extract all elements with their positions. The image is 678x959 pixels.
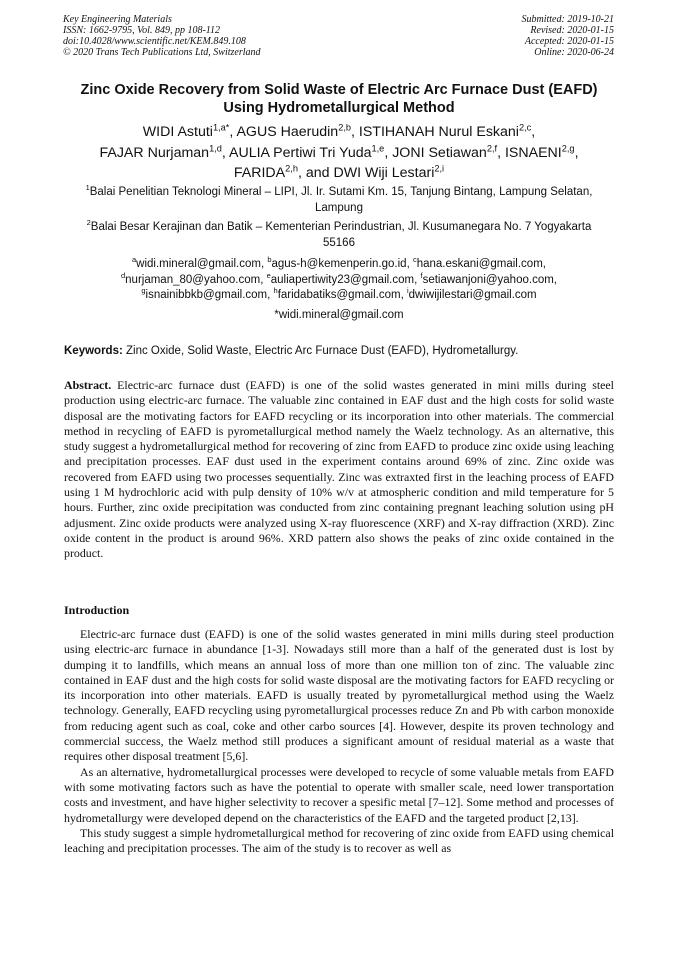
corresponding-email[interactable]: *widi.mineral@gmail.com xyxy=(274,309,404,321)
journal-issn: ISSN: 1662-9795, Vol. 849, pp 108-112 xyxy=(63,25,221,36)
section-heading-introduction: Introduction xyxy=(64,603,130,617)
submission-dates xyxy=(522,14,615,58)
paragraph: As an alternative, hydrometallurgical processes were developed to recycle of some valuable metals from EAFD with some motivating factors such as have the potential to operate with smaller scale, need lower transportation costs and investment, and have higher selectivity to recover a spesific metal [7–12]. Some method and processes of hydrometallurgy were developed depend on the characteristics of the EAFD and the targeted product [2,13]. xyxy=(64,764,614,825)
email[interactable]: $^f$setiawanjoni@yahoo.com xyxy=(420,270,554,286)
abstract-text: Electric-arc furnace dust (EAFD) is one of the solid wastes generated in mini mills during steel production using electric-arc furnace. The valuable zinc contained in EAF dust and the high costs for solid waste disposal are the motivating factors for EAFD recycling or its incorporation into other materials. The commercial method in recycling of EAFD is pyrometallurgical method namely the Waelz technology. As an alternative, this study suggest a hydrometallurgical method for recovering of zinc from EAFD to produce zinc oxide using leaching and precipitation processes. EAF dust used in the experiment contains around 69% of zinc. Zinc oxide was recovered from EAFD using two processes sequentially. Zinc was extraxted first in the leaching process of EAFD using 1 M hydrochloric acid with pulp density of 10% w/v at atmospheric condition and mild temperature for 5 hours. Further, zinc oxide precipitation was conducted from zinc containing pregnant leaching solution using pH adjusment. Zinc oxide products were analyzed using X-ray fluorescence (XRF) and X-ray diffraction (XRD). Zinc oxide content in the product is around 96%. XRD pattern also shows the peaks of zinc oxide contained in the product. xyxy=(64,378,614,561)
paragraph: This study suggest a simple hydrometallurgical method for recovering of zinc oxide from EAFD using chemical leaching and precipitation processes. The aim of the study is to recover as well as xyxy=(64,825,614,856)
affiliation-2: $^2$Balai Besar Kerajinan dan Batik – Kementerian Perindustrian, Jl. Kusumanegara No. 7 Yogyakarta 55166 xyxy=(86,218,592,249)
author: WIDI Astuti$^{1,a*}$, xyxy=(142,122,237,140)
journal-copyright: © 2020 Trans Tech Publications Ltd, Switzerland xyxy=(63,47,261,58)
abstract xyxy=(64,378,614,562)
email[interactable]: $^h$faridabatiks@gmail.com xyxy=(273,286,401,301)
journal-doi: doi:10.4028/www.scientific.net/KEM.849.108 xyxy=(63,36,246,47)
date-online: Online: 2020-06-24 xyxy=(534,47,614,58)
introduction-body xyxy=(64,627,614,856)
paper-title: Zinc Oxide Recovery from Solid Waste of Electric Arc Furnace Dust (EAFD) Using Hydrometallurgical Method xyxy=(80,82,598,116)
author: AGUS Haerudin$^{2,b}$, xyxy=(236,122,359,140)
date-submitted: Submitted: 2019-10-21 xyxy=(521,14,614,25)
email[interactable]: $^d$nurjaman_80@yahoo.com xyxy=(121,270,261,286)
paragraph: Electric-arc furnace dust (EAFD) is one of the solid wastes generated in mini mills during steel production using electric-arc furnace in abundance [1-3]. Nowadays still more than a half of the generated dust is lost by dumping it to landfills, which means an annual loss of more than one million ton of zinc. The valuable zinc contained in EAF dust and the high costs for solid waste disposal are the motivating factors for EAFD recycling or its incorporation into other materials. EAFD is usually treated by pyrometallurgical method using the Waelz technology. Generally, EAFD recycling using pyrometallurgical processes reduce Zn and Pb with carbon monoxide from reducing agent such as coal, coke and other carbo sources [4]. However, despite its proven technology and commercial success, the Waelz method still produces a significant amount of residual material as a waste that requires other disposal treatment [5,6]. xyxy=(64,627,614,764)
author: ISNAENI$^{2,g}$, xyxy=(504,142,579,161)
date-revised: Revised: 2020-01-15 xyxy=(530,25,614,36)
email[interactable]: $^i$dwiwijilestari@gmail.com xyxy=(406,286,537,301)
author: DWI Wiji Lestari$^{2,i}$ xyxy=(333,163,445,181)
keywords-label: Keywords: xyxy=(64,345,123,357)
keywords xyxy=(64,344,619,358)
author-emails: $^a$widi.mineral@gmail.com, $^b$agus-h@kemenperin.go.id, $^c$hana.eskani@gmail.com, $^d$nurjaman_80@yahoo.com, $^e$auliapertiwity23@gmail.com, $^f$setiawanjoni@yahoo.com, $^g$isnainibbkb@gmail.com, $^h$faridabatiks@gmail.com, $^i$dwiwijilestari@gmail.com xyxy=(121,255,557,301)
email[interactable]: $^g$isnainibbkb@gmail.com xyxy=(141,286,268,301)
date-accepted: Accepted: 2020-01-15 xyxy=(524,36,614,47)
email[interactable]: $^a$widi.mineral@gmail.com xyxy=(132,255,261,270)
author: JONI Setiawan$^{2,f}$, xyxy=(392,142,505,161)
email[interactable]: $^e$auliapertiwity23@gmail.com xyxy=(266,270,415,286)
author-list xyxy=(55,122,623,184)
abstract-label: Abstract. xyxy=(64,378,112,392)
email[interactable]: $^b$agus-h@kemenperin.go.id xyxy=(267,255,407,270)
affiliation-1: $^1$Balai Penelitian Teknologi Mineral – LIPI, Jl. Ir. Sutami Km. 15, Tanjung Bintang, Lampung Selatan, Lampung xyxy=(85,183,593,214)
journal-name: Key Engineering Materials xyxy=(63,14,172,25)
keywords-text: Zinc Oxide, Solid Waste, Electric Arc Furnace Dust (EAFD), Hydrometallurgy. xyxy=(122,345,519,357)
author: FAJAR Nurjaman$^{1,d}$, xyxy=(99,142,230,161)
author: AULIA Pertiwi Tri Yuda$^{1,e}$, xyxy=(229,142,393,161)
journal-info xyxy=(63,14,261,58)
author: FARIDA$^{2,h}$, and xyxy=(233,163,334,181)
author: ISTIHANAH Nurul Eskani$^{2,c}$, xyxy=(358,122,536,140)
email[interactable]: $^c$hana.eskani@gmail.com xyxy=(412,255,543,270)
